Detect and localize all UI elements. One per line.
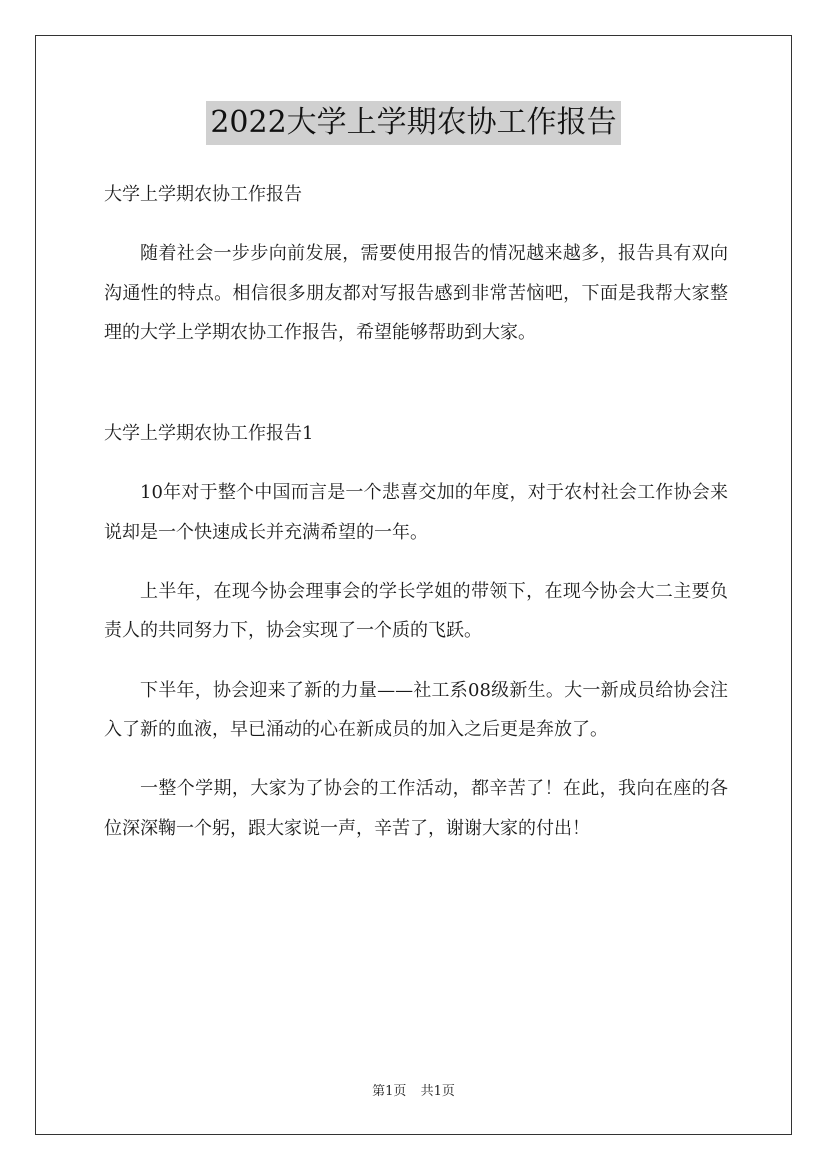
paragraph-2: 上半年，在现今协会理事会的学长学姐的带领下，在现今协会大二主要负责人的共同努力下，协会实现了一个质的飞跃。: [104, 581, 728, 642]
page-footer: [0, 1083, 827, 1101]
paragraph-4: 一整个学期，大家为了协会的工作活动，都辛苦了！在此，我向在座的各位深深鞠一个躬，跟大家说一声，辛苦了，谢谢大家的付出！: [104, 778, 728, 839]
page-number: 第1页: [372, 1084, 407, 1099]
page-total: 共1页: [420, 1084, 455, 1099]
paragraph-1: 10年对于整个中国而言是一个悲喜交加的年度，对于农村社会工作协会来说却是一个快速成长并充满希望的一年。: [104, 482, 728, 543]
section-heading: 大学上学期农协工作报告1: [104, 423, 314, 445]
paragraph-3: 下半年，协会迎来了新的力量——社工系08级新生。大一新成员给协会注入了新的血液，早已涌动的心在新成员的加入之后更是奔放了。: [104, 679, 728, 740]
intro-paragraph: 随着社会一步步向前发展，需要使用报告的情况越来越多，报告具有双向沟通性的特点。相信很多朋友都对写报告感到非常苦恼吧，下面是我帮大家整理的大学上学期农协工作报告，希望能够帮助到大家。: [104, 243, 728, 343]
document-body: [104, 175, 728, 848]
document-title: 2022大学上学期农协工作报告: [206, 101, 620, 145]
intro-heading: 大学上学期农协工作报告: [104, 184, 302, 205]
title-container: [0, 101, 827, 145]
